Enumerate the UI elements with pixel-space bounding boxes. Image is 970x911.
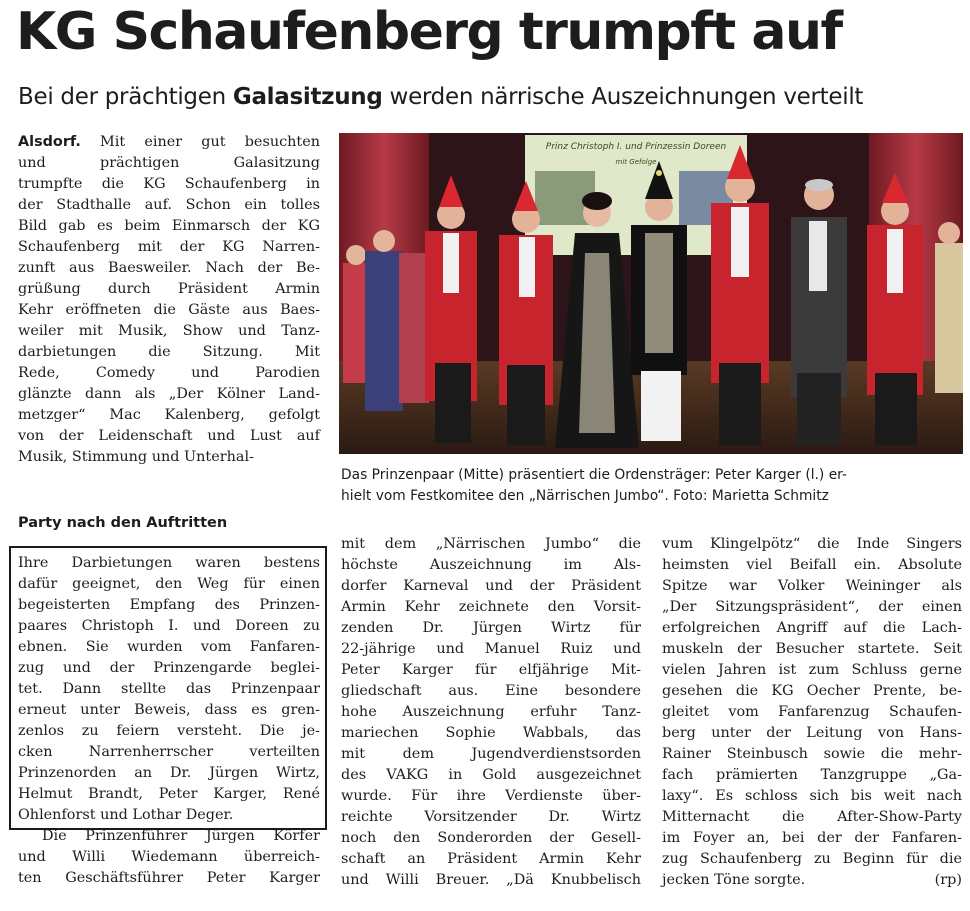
text-line: gleitet vom Fanfarenzug Schaufen- — [662, 704, 962, 720]
text-line: laxy“. Es schloss sich bis weit nach — [662, 788, 962, 804]
photo-caption — [341, 465, 963, 507]
text-line: gesehen die KG Oecher Prente, be- — [662, 683, 962, 699]
text-line: gliedschaft aus. Eine besondere — [341, 683, 641, 699]
text-line: Mitternacht die After-Show-Party — [662, 809, 962, 825]
text-line: trumpfte die KG Schaufenberg in — [18, 176, 320, 192]
text-line: im Foyer an, bei der der Fanfaren- — [662, 830, 962, 846]
intro-paragraph — [18, 132, 320, 468]
text-line: dafür geeignet, den Weg für einen — [18, 576, 320, 592]
intro-first-rest: Mit einer gut besuchten — [80, 134, 320, 150]
text-line — [662, 870, 962, 891]
intro-first-line — [18, 132, 320, 153]
text-line: glänzte dann als „Der Kölner Land- — [18, 386, 320, 402]
caption-line: hielt vom Festkomitee den „Närrischen Jumbo“. Foto: Marietta Schmitz — [341, 488, 829, 504]
text-line: mit dem Jugendverdienstsorden — [341, 746, 641, 762]
text-line: mit dem „Närrischen Jumbo“ die — [341, 536, 641, 552]
text-line: tet. Dann stellte das Prinzenpaar — [18, 681, 320, 697]
text-line: Ohlenforst und Lothar Deger. — [18, 807, 234, 823]
text-line: berg unter der Leitung von Hans- — [662, 725, 962, 741]
text-line: Musik, Stimmung und Unterhal- — [18, 449, 254, 465]
text-line: des VAKG in Gold ausgezeichnet — [341, 767, 641, 783]
text-line: Rainer Steinbusch sowie die mehr- — [662, 746, 962, 762]
column-2-body — [341, 534, 641, 891]
text-line: begeisterten Empfang des Prinzen- — [18, 597, 320, 613]
text-line: metzger“ Mac Kalenberg, gefolgt — [18, 407, 320, 423]
text-line: reichte Vorsitzender Dr. Wirtz — [341, 809, 641, 825]
headline: KG Schaufenberg trumpft auf — [16, 2, 842, 62]
text-line: hohe Auszeichnung erfuhr Tanz- — [341, 704, 641, 720]
author-sign: (rp) — [934, 872, 962, 888]
subhead-bold: Galasitzung — [232, 84, 383, 110]
text-line: dorfer Karneval und der Präsident — [341, 578, 641, 594]
subhead-pre: Bei der prächtigen — [18, 84, 233, 110]
text-line: fach prämierten Tanzgruppe „Ga- — [662, 767, 962, 783]
text-line: weiler mit Musik, Show und Tanz- — [18, 323, 320, 339]
text-line: darbietungen die Sitzung. Mit — [18, 344, 320, 360]
text-line: vum Klingelpötz“ die Inde Singers — [662, 536, 962, 552]
text-line: Peter Karger für elfjährige Mit- — [341, 662, 641, 678]
text-line: muskeln der Besucher startete. Seit — [662, 641, 962, 657]
text-line: zug Schaufenberg zu Beginn für die — [662, 851, 962, 867]
text-line: vielen Jahren ist zum Schluss gerne — [662, 662, 962, 678]
text-line: Bild gab es beim Einmarsch der KG — [18, 218, 320, 234]
text-line: noch den Sonderorden der Gesell- — [341, 830, 641, 846]
text-line: und Willi Wiedemann überreich- — [18, 849, 320, 865]
text-line: ten Geschäftsführer Peter Karger — [18, 870, 320, 886]
column-1-body — [18, 553, 320, 889]
text-line: grüßung durch Präsident Armin — [18, 281, 320, 297]
crosshead: Party nach den Auftritten — [18, 515, 228, 531]
text-line: Helmut Brandt, Peter Karger, René — [18, 786, 320, 802]
text-line: Armin Kehr zeichnete den Vorsit- — [341, 599, 641, 615]
column-3-body — [662, 534, 962, 891]
text-line: Die Prinzenführer Jürgen Körfer — [42, 828, 320, 844]
text-line: wurde. Für ihre Verdienste über- — [341, 788, 641, 804]
subheadline — [18, 80, 958, 114]
text-line: Spitze war Volker Weininger als — [662, 578, 962, 594]
caption-line: Das Prinzenpaar (Mitte) präsentiert die Ordensträger: Peter Karger (l.) er- — [341, 467, 847, 483]
text-line: zenden Dr. Jürgen Wirtz für — [341, 620, 641, 636]
text-line: und prächtigen Galasitzung — [18, 155, 320, 171]
stage-scene-image — [339, 133, 963, 454]
text-line: cken Narrenherrscher verteilten — [18, 744, 320, 760]
event-photo — [339, 133, 963, 454]
text-line: ebnen. Sie wurden vom Fanfaren- — [18, 639, 320, 655]
text-line: 22-jährige und Manuel Ruiz und — [341, 641, 641, 657]
text-line: Ihre Darbietungen waren bestens — [18, 555, 320, 571]
text-line: Rede, Comedy und Parodien — [18, 365, 320, 381]
text-line: „Der Sitzungspräsident“, der einen — [662, 599, 962, 615]
text-line: höchste Auszeichnung im Als- — [341, 557, 641, 573]
text-line: zug und der Prinzengarde beglei- — [18, 660, 320, 676]
banner-text: Prinz Christoph I. und Prinzessin Doreen — [545, 142, 727, 152]
text-line: Prinzenorden an Dr. Jürgen Wirtz, — [18, 765, 320, 781]
text-line: paares Christoph I. und Doreen zu — [18, 618, 320, 634]
closing-text: jecken Töne sorgte. — [662, 872, 806, 888]
text-line: der Stadthalle auf. Schon ein tolles — [18, 197, 320, 213]
subhead-post: werden närrische Auszeichnungen verteilt — [382, 84, 864, 110]
text-line: und Willi Breuer. „Dä Knubbelisch — [341, 872, 641, 888]
text-line: zunft aus Baesweiler. Nach der Be- — [18, 260, 320, 276]
text-line: von der Leidenschaft und Lust auf — [18, 428, 320, 444]
text-line: erfolgreichen Angriff auf die Lach- — [662, 620, 962, 636]
dateline: Alsdorf. — [18, 134, 81, 150]
text-line: schaft an Präsident Armin Kehr — [341, 851, 641, 867]
banner-subtext: mit Gefolge — [615, 158, 657, 166]
text-line: Kehr eröffneten die Gäste aus Baes- — [18, 302, 320, 318]
text-line: zenlos zu feiern versteht. Die je- — [18, 723, 320, 739]
text-line: erneut unter Beweis, dass es gren- — [18, 702, 320, 718]
text-line: heimsten viel Beifall ein. Absolute — [662, 557, 962, 573]
text-line: mariechen Sophie Wabbals, das — [341, 725, 641, 741]
text-line: Schaufenberg mit der KG Narren- — [18, 239, 320, 255]
